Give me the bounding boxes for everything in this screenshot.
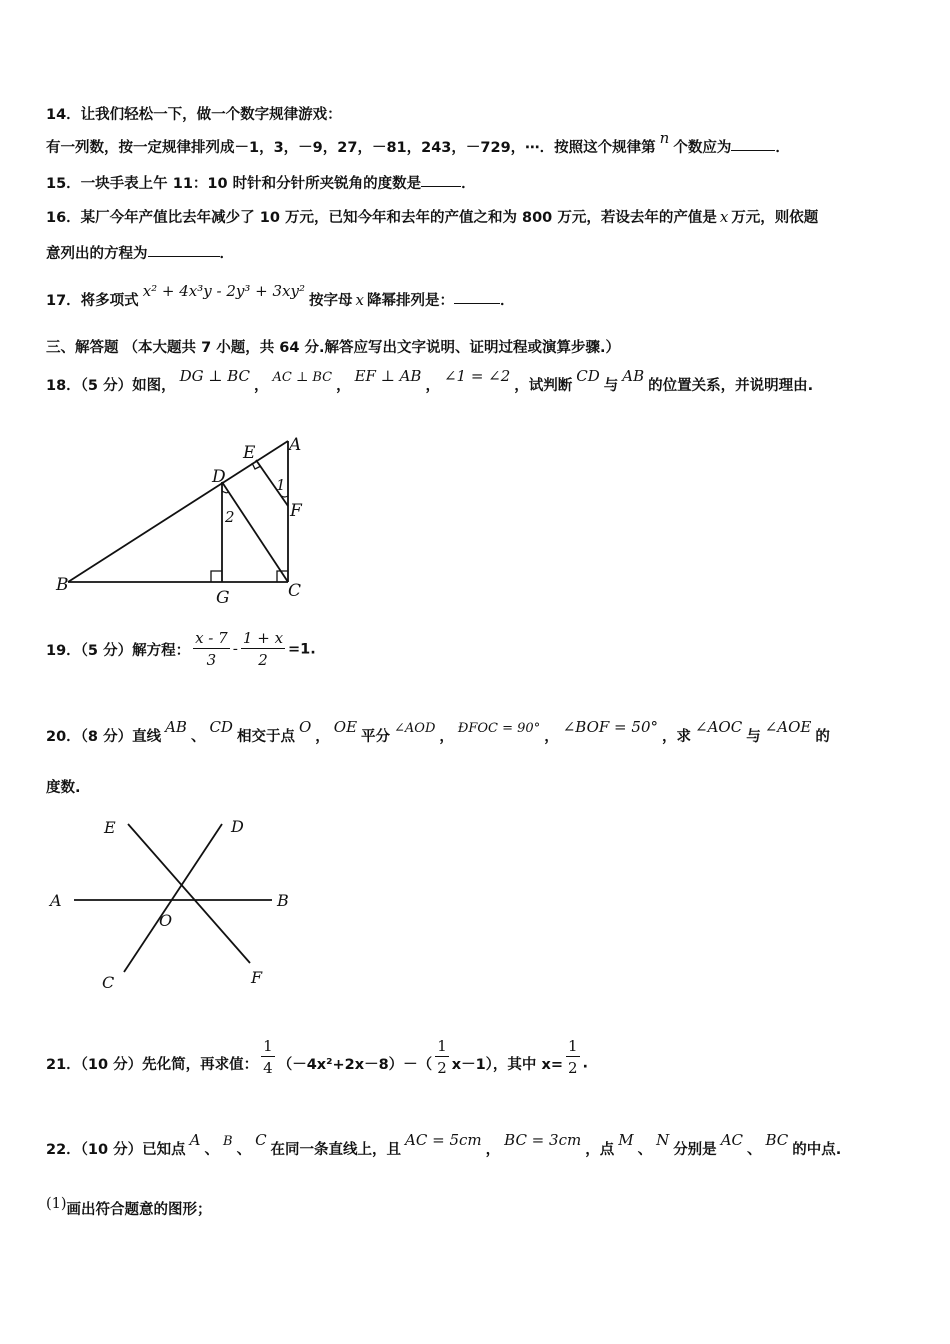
q14-text: 14．让我们轻松一下，做一个数字规律游戏： <box>46 107 342 123</box>
q20-cd: CD <box>209 718 233 736</box>
fraction-numerator: 1 <box>437 1037 447 1055</box>
fraction-numerator: x - 7 <box>195 629 228 647</box>
q20-line2 <box>46 776 81 797</box>
line-cd <box>124 824 222 972</box>
q20-mid2: 平分 <box>361 729 391 745</box>
q20-mid3: ，求 <box>662 729 691 745</box>
q14-n: n <box>659 129 670 147</box>
q16-line2 <box>46 242 234 263</box>
label-f: F <box>290 501 302 521</box>
q18-cd: CD <box>576 367 600 385</box>
q22-part1 <box>46 1198 212 1219</box>
label-b: B <box>56 575 69 595</box>
right-angle-g <box>211 571 222 582</box>
q20-comma: ， <box>544 729 559 745</box>
q22-dun: 、 <box>236 1142 252 1158</box>
q18-cond2: AC ⊥ BC <box>272 370 333 385</box>
q17-line <box>46 282 515 310</box>
q20-comma: ， <box>439 729 454 745</box>
q22-bc: BC = 3cm <box>504 1131 582 1149</box>
section-heading <box>46 336 620 357</box>
q20-prefix: 20．（8 分）直线 <box>46 729 162 745</box>
q18-cond3: EF ⊥ AB <box>354 367 422 385</box>
label-d: D <box>231 817 244 836</box>
line-ef <box>128 824 250 963</box>
q15-line <box>46 172 476 193</box>
answer-blank <box>148 255 220 257</box>
q17-mid2: 降幂排列是： <box>366 293 454 309</box>
part-number: (1) <box>46 1196 67 1212</box>
q14-text-b: 个数应为 <box>673 140 732 156</box>
q22-m: M <box>618 1131 634 1149</box>
q21-fraction2 <box>435 1036 449 1079</box>
q22-bc2: BC <box>765 1131 789 1149</box>
q17-end: ． <box>499 293 515 309</box>
q20-intersecting-lines-figure <box>44 812 304 994</box>
fraction-denominator: 3 <box>206 651 217 669</box>
q20-o: O <box>298 718 312 736</box>
q20-mid1: 相交于点 <box>236 729 295 745</box>
q20-bof: ∠BOF = 50° <box>562 718 658 736</box>
q20-de: 的 <box>815 729 830 745</box>
q20-text: 度数. <box>46 780 81 796</box>
q19-prefix: 19．（5 分）解方程： <box>46 643 191 659</box>
q21-fraction1 <box>261 1036 275 1079</box>
q18-mid: ，试判断 <box>514 378 573 394</box>
q22-mid1: 在同一条直线上，且 <box>270 1142 402 1158</box>
q14-line1 <box>46 103 342 124</box>
q21-end: . <box>582 1055 589 1072</box>
answer-blank <box>454 302 500 304</box>
line-dc <box>222 482 288 582</box>
q19-fraction2 <box>241 628 285 671</box>
q18-yu: 与 <box>603 378 619 394</box>
section-title: 三、解答题 （本大题共 7 小题，共 64 分.解答应写出文字说明、证明过程或演算步骤.） <box>46 340 621 356</box>
q15-end: ． <box>461 176 476 192</box>
label-f: F <box>251 968 263 987</box>
q18-ab: AB <box>622 367 645 385</box>
q18-cond4: ∠1 = ∠2 <box>443 367 511 385</box>
part-text: 画出符合题意的图形； <box>66 1202 212 1218</box>
q20-yu: 与 <box>746 729 761 745</box>
fraction-denominator: 2 <box>437 1059 447 1077</box>
q22-dun: 、 <box>747 1142 762 1158</box>
q22-dun: 、 <box>637 1142 653 1158</box>
q21-prefix: 21．（10 分）先化简，再求值： <box>46 1057 259 1073</box>
q21-line <box>46 1037 589 1085</box>
q22-a: A <box>189 1131 201 1149</box>
q20-line1 <box>46 718 830 746</box>
answer-blank <box>731 149 775 151</box>
q16-end: ． <box>219 246 234 262</box>
fraction-denominator: 4 <box>263 1059 273 1077</box>
label-c: C <box>102 973 115 992</box>
q22-dun: 、 <box>204 1142 219 1158</box>
fraction-denominator: 2 <box>258 651 268 669</box>
q14-line2 <box>46 129 790 157</box>
q14-text-a: 有一列数，按一定规律排列成－1，3，－9，27，－81，243，－729，⋯．按照这个规律第 <box>46 140 656 156</box>
q16-line1 <box>46 206 818 227</box>
q20-aoe: ∠AOE <box>764 718 812 736</box>
q22-prefix: 22．（10 分）已知点 <box>46 1142 186 1158</box>
fraction-numerator: 1 <box>567 1037 578 1055</box>
q21-expr1: （－4x²+2x－8）－（ <box>277 1057 433 1073</box>
q22-ac2: AC <box>720 1131 743 1149</box>
q19-minus: - <box>232 641 238 658</box>
label-a: A <box>50 891 62 910</box>
q15-text: 15．一块手表上午 11：10 时针和分针所夹锐角的度数是 <box>46 176 422 192</box>
q21-fraction3 <box>566 1036 580 1079</box>
label-b: B <box>277 891 289 910</box>
q17-mid1: 按字母 <box>309 293 353 309</box>
q16-text-c: 意列出的方程为 <box>46 246 148 262</box>
q16-x: x <box>719 208 729 226</box>
q22-line <box>46 1131 842 1159</box>
q22-mid3: 分别是 <box>673 1142 717 1158</box>
fraction-numerator: 1 + x <box>242 629 284 647</box>
q22-mid2: ，点 <box>585 1142 615 1158</box>
label-e: E <box>243 443 256 463</box>
q18-suffix: 的位置关系，并说明理由. <box>648 378 814 394</box>
q20-aod: ∠AOD <box>394 721 436 736</box>
q22-suffix: 的中点. <box>792 1142 842 1158</box>
q19-fraction1 <box>193 628 230 671</box>
q20-aoc: ∠AOC <box>695 718 743 736</box>
q20-comma: ， <box>315 729 330 745</box>
q17-polynomial: x² + 4x³y - 2y³ + 3xy² <box>142 282 305 300</box>
q16-text-b: 万元，则依题 <box>731 210 819 226</box>
q18-comma: ， <box>425 378 440 394</box>
q20-foc: ÐFOC = 90° <box>457 721 541 736</box>
angle1-arc <box>282 496 288 497</box>
q20-dun: 、 <box>190 729 206 745</box>
q20-ab: AB <box>165 718 187 736</box>
label-g: G <box>216 588 230 608</box>
q14-end: ． <box>775 140 790 156</box>
label-o: O <box>159 911 173 930</box>
label-c: C <box>288 581 302 601</box>
label-d: D <box>212 467 226 487</box>
fraction-numerator: 1 <box>263 1037 273 1055</box>
fraction-denominator: 2 <box>567 1059 578 1077</box>
q22-c: C <box>255 1131 267 1149</box>
q17-x: x <box>355 291 364 309</box>
answer-blank <box>421 185 461 187</box>
q22-ac: AC = 5cm <box>405 1131 482 1149</box>
label-angle1: 1 <box>276 476 286 494</box>
q19-line <box>46 628 316 671</box>
label-a: A <box>289 435 302 455</box>
q21-expr2: x－1），其中 x= <box>451 1057 563 1073</box>
q18-comma: ， <box>254 378 269 394</box>
q18-comma: ， <box>336 378 351 394</box>
q22-b: B <box>223 1134 233 1149</box>
q18-cond1: DG ⊥ BC <box>179 367 251 385</box>
label-angle2: 2 <box>225 508 235 526</box>
q19-suffix: =1. <box>288 641 316 658</box>
q16-text-a: 16．某厂今年产值比去年减少了 10 万元，已知今年和去年的产值之和为 800 万元，若设去年的产值是 <box>46 210 717 226</box>
q17-prefix: 17．将多项式 <box>46 293 139 309</box>
q22-comma: ， <box>485 1142 501 1158</box>
label-e: E <box>104 818 116 837</box>
q18-triangle-figure <box>50 428 320 613</box>
q18-prefix: 18．（5 分）如图， <box>46 378 176 394</box>
q18-line <box>46 367 814 395</box>
q22-n: N <box>656 1131 670 1149</box>
q20-oe: OE <box>333 718 358 736</box>
